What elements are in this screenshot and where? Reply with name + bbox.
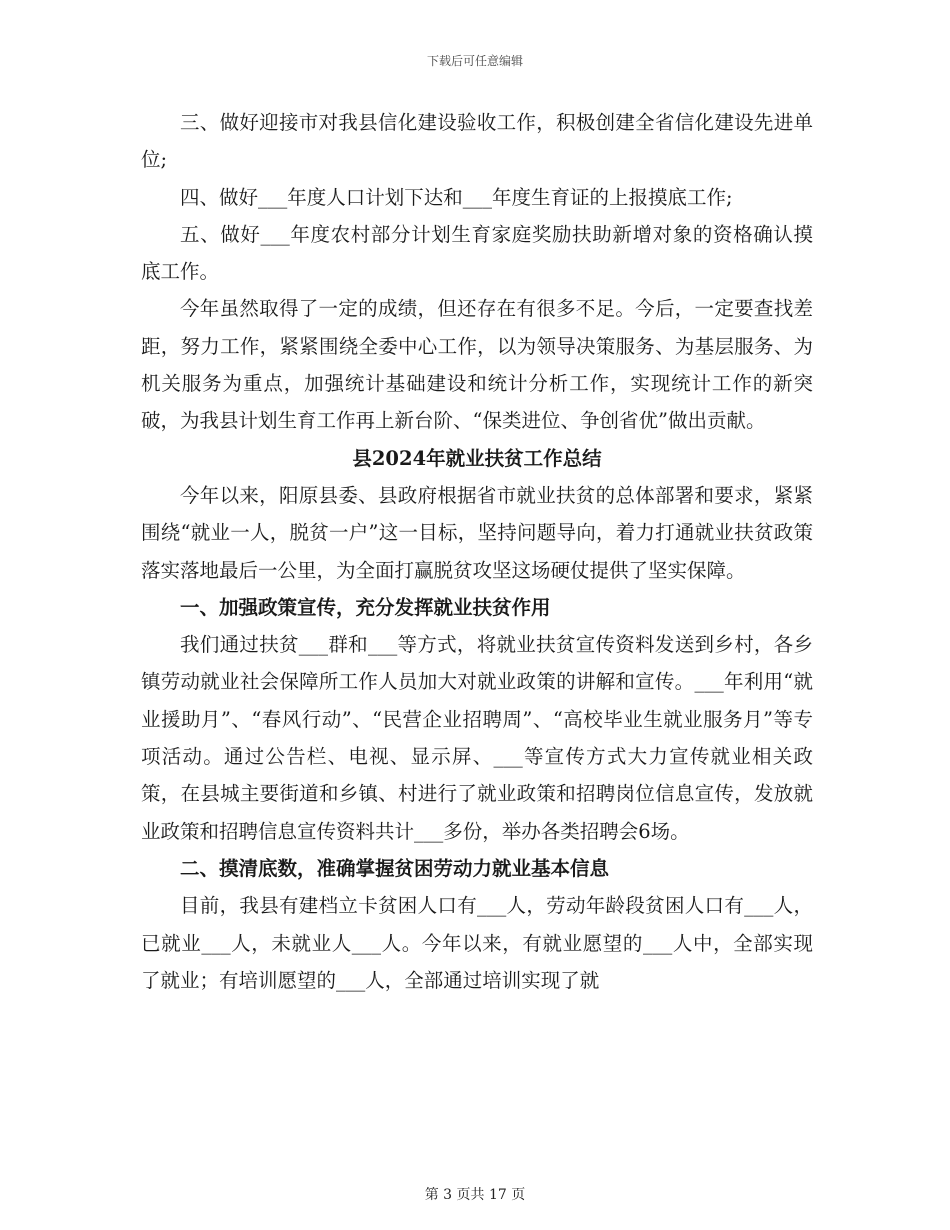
section-1-heading: 一、加强政策宣传，充分发挥就业扶贫作用 — [180, 595, 551, 619]
paragraph-item-5: 五、做好___年度农村部分计划生育家庭奖励扶助新增对象的资格确认摸底工作。 — [141, 222, 813, 284]
page-footer: 第 3 页共 17 页 — [424, 1187, 526, 1203]
paragraph-item-3: 三、做好迎接市对我县信化建设验收工作，积极创建全省信化建设先进单位; — [141, 111, 813, 172]
section-2-body: 目前，我县有建档立卡贫困人口有___人，劳动年龄段贫困人口有___人，已就业___人，未就业人___人。今年以来，有就业愿望的___人中，全部实现了就业；有培训愿望的___人，全部通过培训实现了就 — [141, 894, 813, 992]
page-header: 下载后可任意编辑 — [426, 54, 523, 68]
summary-paragraph: 今年虽然取得了一定的成绩，但还存在有很多不足。今后，一定要查找差距，努力工作，紧紧围绕全委中心工作，以为领导决策服务、为基层服务、为机关服务为重点，加强统计基础建设和统计分析工作，实现统计工作的新突破，为我县计划生育工作再上新台阶、“保类进位、争创省优”做出贡献。 — [141, 297, 813, 433]
document-body — [141, 104, 813, 999]
section-2-heading: 二、摸清底数，准确掌握贫困劳动力就业基本信息 — [180, 856, 610, 880]
intro-paragraph: 今年以来，阳原县委、县政府根据省市就业扶贫的总体部署和要求，紧紧围绕“就业一人，脱贫一户”这一目标，坚持问题导向，着力打通就业扶贫政策落实落地最后一公里，为全面打赢脱贫攻坚这场硬仗提供了坚实保障。 — [141, 483, 813, 582]
section-1-body: 我们通过扶贫___群和___等方式，将就业扶贫宣传资料发送到乡村，各乡镇劳动就业社会保障所工作人员加大对就业政策的讲解和宣传。___年利用“就业援助月”、“春风行动”、“民营企业招聘周”、“高校毕业生就业服务月”等专项活动。通过公告栏、电视、显示屏、___等宣传方式大力宣传就业相关政策，在县城主要街道和乡镇、村进行了就业政策和招聘岗位信息宣传，发放就业政策和招聘信息宣传资料共计___多份，举办各类招聘会6场。 — [141, 633, 813, 843]
document-title: 县2024年就业扶贫工作总结 — [352, 446, 602, 470]
paragraph-item-4: 四、做好___年度人口计划下达和___年度生育证的上报摸底工作; — [180, 185, 733, 209]
